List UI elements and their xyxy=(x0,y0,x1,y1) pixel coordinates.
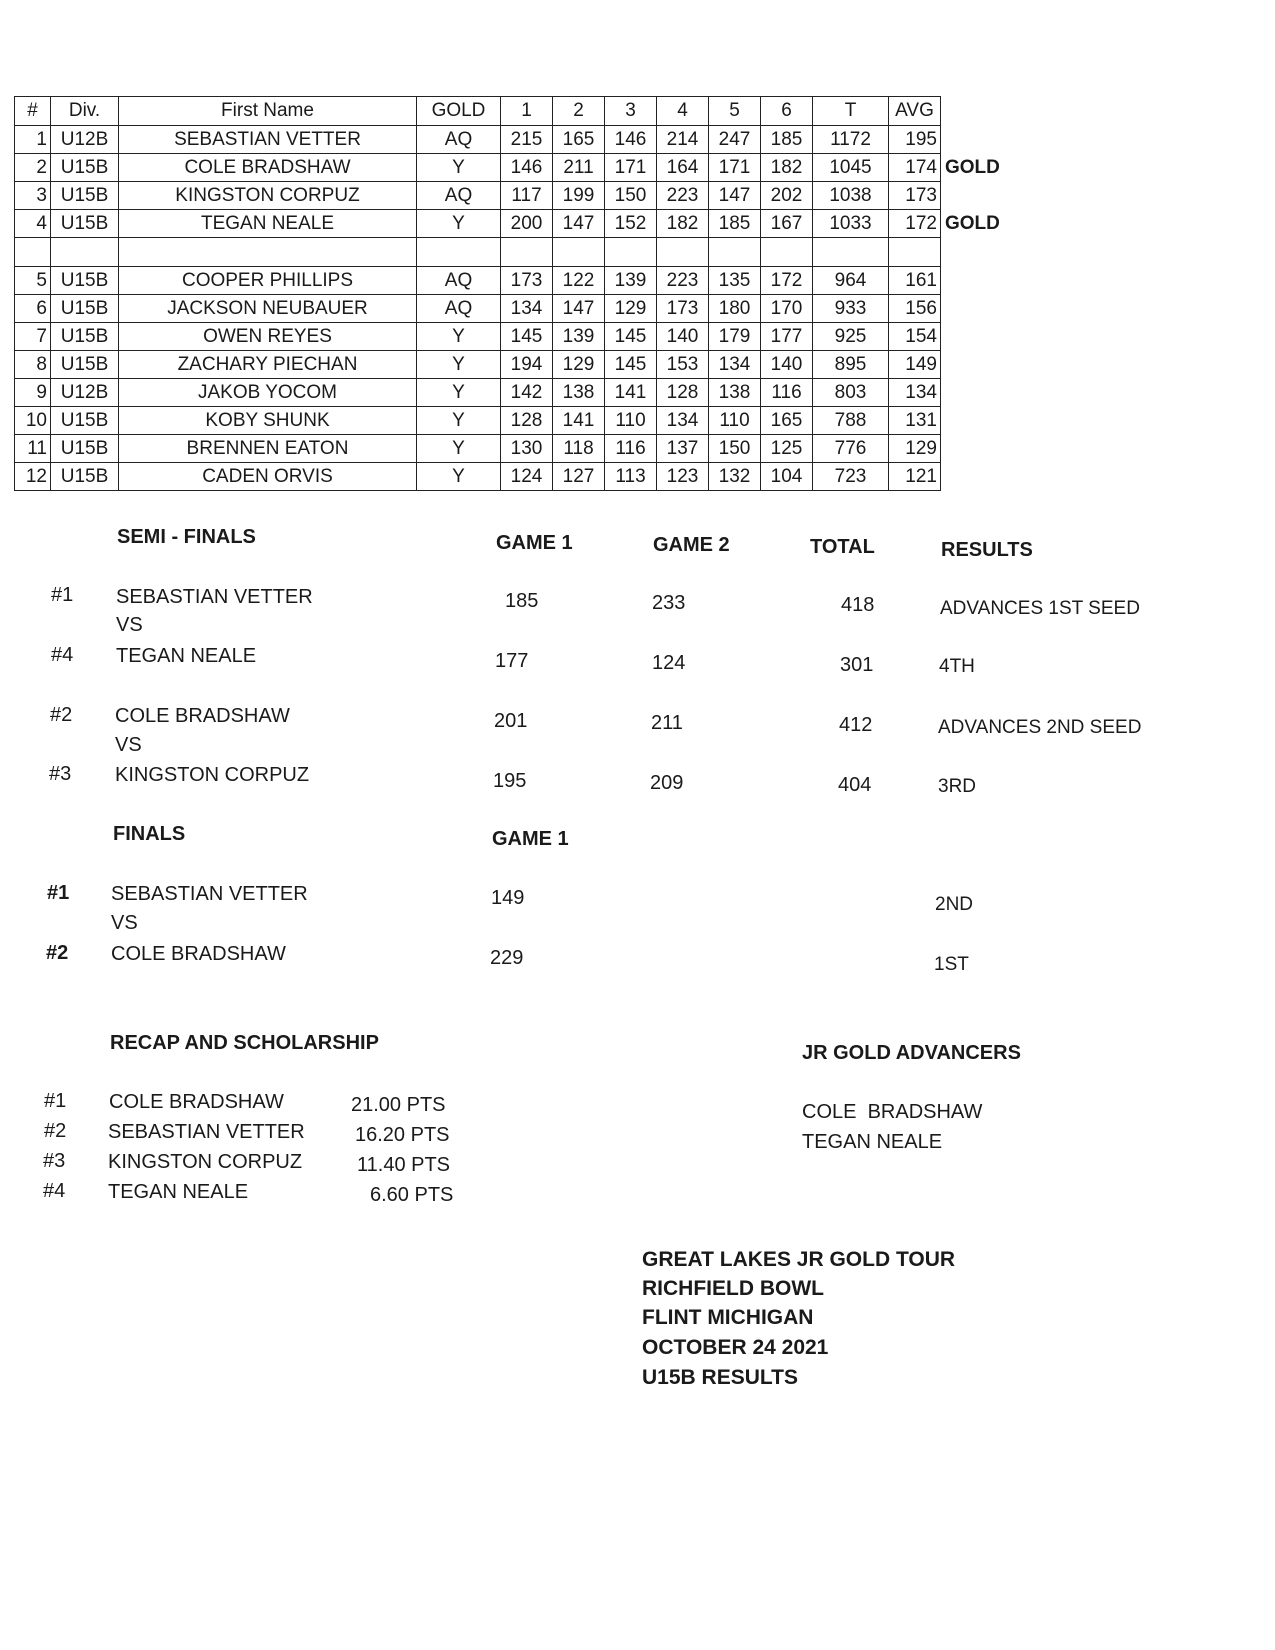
row-note xyxy=(941,182,1021,210)
row-game-2: 127 xyxy=(553,463,605,491)
spacer-cell xyxy=(657,238,709,267)
row-avg: 129 xyxy=(889,435,941,463)
header-game-6: 6 xyxy=(761,97,813,126)
row-game-1: 145 xyxy=(501,323,553,351)
semi2-vs: VS xyxy=(115,734,142,756)
semi1-b-result: 4TH xyxy=(939,656,975,677)
row-game-6: 165 xyxy=(761,407,813,435)
row-note xyxy=(941,351,1021,379)
row-gold: Y xyxy=(417,323,501,351)
row-gold: AQ xyxy=(417,267,501,295)
row-gold: Y xyxy=(417,210,501,238)
row-note: GOLD xyxy=(945,212,1000,234)
row-div: U12B xyxy=(51,379,119,407)
row-game-3: 145 xyxy=(605,351,657,379)
header-game-1: 1 xyxy=(501,97,553,126)
header-first-name: First Name xyxy=(119,97,417,126)
recap-name: TEGAN NEALE xyxy=(108,1181,249,1203)
finals-vs: VS xyxy=(111,912,138,934)
row-total: 723 xyxy=(813,463,889,491)
row-avg: 172 xyxy=(889,210,941,238)
semi1-a-seed: #1 xyxy=(51,584,74,606)
row-game-3: 145 xyxy=(605,323,657,351)
row-div: U15B xyxy=(51,295,119,323)
semi1-a-game1: 185 xyxy=(505,590,539,612)
row-name: CADEN ORVIS xyxy=(119,463,417,491)
row-gold: AQ xyxy=(417,295,501,323)
row-div: U15B xyxy=(51,210,119,238)
recap-seed: #4 xyxy=(43,1180,66,1202)
row-avg: 134 xyxy=(889,379,941,407)
row-total: 1045 xyxy=(813,154,889,182)
row-total: 803 xyxy=(813,379,889,407)
row-name: JAKOB YOCOM xyxy=(119,379,417,407)
row-rank: 9 xyxy=(15,379,51,407)
row-game-5: 134 xyxy=(709,351,761,379)
row-gold: Y xyxy=(417,435,501,463)
standings-header-row xyxy=(15,97,1021,126)
semi2-a-result: ADVANCES 2ND SEED xyxy=(938,717,1142,738)
row-gold: Y xyxy=(417,379,501,407)
semi1-b-game1: 177 xyxy=(495,650,529,672)
row-avg: 121 xyxy=(889,463,941,491)
row-total: 895 xyxy=(813,351,889,379)
row-game-5: 247 xyxy=(709,126,761,154)
standings-bottom-group xyxy=(15,267,1021,491)
semifinals-total-header: TOTAL xyxy=(810,536,875,558)
semi1-b-name: TEGAN NEALE xyxy=(116,645,257,667)
row-div: U15B xyxy=(51,154,119,182)
semi2-a-game2: 211 xyxy=(651,712,683,734)
row-game-4: 182 xyxy=(657,210,709,238)
event-location: FLINT MICHIGAN xyxy=(642,1306,814,1329)
recap-seed: #1 xyxy=(44,1090,67,1112)
row-game-6: 116 xyxy=(761,379,813,407)
row-game-1: 134 xyxy=(501,295,553,323)
row-avg: 131 xyxy=(889,407,941,435)
finals-b-game1: 229 xyxy=(490,947,524,969)
row-game-6: 177 xyxy=(761,323,813,351)
row-game-2: 122 xyxy=(553,267,605,295)
spacer-cell xyxy=(119,238,417,267)
row-rank: 4 xyxy=(15,210,51,238)
spacer-row xyxy=(15,238,1021,267)
row-total: 925 xyxy=(813,323,889,351)
row-game-3: 171 xyxy=(605,154,657,182)
header-game-4: 4 xyxy=(657,97,709,126)
row-game-6: 170 xyxy=(761,295,813,323)
semi1-a-game2: 233 xyxy=(652,592,686,614)
row-note xyxy=(941,267,1021,295)
row-div: U15B xyxy=(51,267,119,295)
row-name: COLE BRADSHAW xyxy=(119,154,417,182)
recap-seed: #2 xyxy=(44,1120,67,1142)
row-game-1: 130 xyxy=(501,435,553,463)
row-avg: 149 xyxy=(889,351,941,379)
row-game-5: 180 xyxy=(709,295,761,323)
row-rank: 1 xyxy=(15,126,51,154)
row-game-3: 146 xyxy=(605,126,657,154)
recap-points: 6.60 PTS xyxy=(370,1184,454,1206)
recap-title: RECAP AND SCHOLARSHIP xyxy=(110,1032,379,1054)
header-game-5: 5 xyxy=(709,97,761,126)
header-game-3: 3 xyxy=(605,97,657,126)
event-info xyxy=(642,1248,962,1398)
row-game-6: 172 xyxy=(761,267,813,295)
row-note xyxy=(941,295,1021,323)
row-game-4: 128 xyxy=(657,379,709,407)
spacer-note xyxy=(941,238,1021,267)
row-total: 964 xyxy=(813,267,889,295)
finals-b-name: COLE BRADSHAW xyxy=(111,943,286,965)
row-game-5: 135 xyxy=(709,267,761,295)
recap-name: SEBASTIAN VETTER xyxy=(108,1121,305,1143)
semi1-vs: VS xyxy=(116,614,143,636)
semifinals-game1-header: GAME 1 xyxy=(496,532,573,554)
row-total: 1033 xyxy=(813,210,889,238)
row-game-2: 211 xyxy=(553,154,605,182)
row-div: U15B xyxy=(51,182,119,210)
row-game-4: 164 xyxy=(657,154,709,182)
row-game-6: 104 xyxy=(761,463,813,491)
standings-row xyxy=(15,154,1021,182)
row-game-5: 185 xyxy=(709,210,761,238)
row-game-2: 147 xyxy=(553,210,605,238)
row-avg: 156 xyxy=(889,295,941,323)
finals-a-game1: 149 xyxy=(491,887,525,909)
semifinals-game2-header: GAME 2 xyxy=(653,534,730,556)
row-div: U15B xyxy=(51,351,119,379)
event-venue: RICHFIELD BOWL xyxy=(642,1277,824,1300)
row-game-5: 110 xyxy=(709,407,761,435)
row-gold: AQ xyxy=(417,126,501,154)
spacer-cell xyxy=(553,238,605,267)
finals-b-result: 1ST xyxy=(934,954,969,975)
row-gold: Y xyxy=(417,463,501,491)
standings-row xyxy=(15,126,1021,154)
row-game-2: 118 xyxy=(553,435,605,463)
advancers-title: JR GOLD ADVANCERS xyxy=(802,1042,1021,1064)
row-div: U15B xyxy=(51,407,119,435)
row-note xyxy=(941,407,1021,435)
row-game-4: 123 xyxy=(657,463,709,491)
standings-spacer xyxy=(15,238,1021,267)
semi1-b-total: 301 xyxy=(840,654,874,676)
row-avg: 195 xyxy=(889,126,941,154)
row-game-1: 173 xyxy=(501,267,553,295)
finals-a-seed: #1 xyxy=(47,882,70,904)
semi2-a-seed: #2 xyxy=(50,704,73,726)
row-total: 1038 xyxy=(813,182,889,210)
standings-row xyxy=(15,379,1021,407)
header-div: Div. xyxy=(51,97,119,126)
standings-row xyxy=(15,295,1021,323)
row-game-6: 140 xyxy=(761,351,813,379)
recap-name: COLE BRADSHAW xyxy=(109,1091,284,1113)
standings-row xyxy=(15,351,1021,379)
row-rank: 7 xyxy=(15,323,51,351)
row-game-1: 142 xyxy=(501,379,553,407)
semi1-a-name: SEBASTIAN VETTER xyxy=(116,586,313,608)
semi1-b-game2: 124 xyxy=(652,652,686,674)
row-game-5: 171 xyxy=(709,154,761,182)
row-rank: 3 xyxy=(15,182,51,210)
row-note xyxy=(941,379,1021,407)
standings-row xyxy=(15,435,1021,463)
row-game-3: 141 xyxy=(605,379,657,407)
row-game-3: 116 xyxy=(605,435,657,463)
row-game-1: 215 xyxy=(501,126,553,154)
row-game-3: 152 xyxy=(605,210,657,238)
semi2-a-game1: 201 xyxy=(494,710,528,732)
row-rank: 2 xyxy=(15,154,51,182)
row-game-6: 202 xyxy=(761,182,813,210)
row-game-5: 150 xyxy=(709,435,761,463)
row-game-6: 167 xyxy=(761,210,813,238)
spacer-cell xyxy=(501,238,553,267)
semi2-b-game1: 195 xyxy=(493,770,527,792)
semi2-a-total: 412 xyxy=(839,714,873,736)
semi2-b-total: 404 xyxy=(838,774,872,796)
row-div: U15B xyxy=(51,323,119,351)
row-name: COOPER PHILLIPS xyxy=(119,267,417,295)
row-gold: Y xyxy=(417,154,501,182)
row-game-4: 223 xyxy=(657,182,709,210)
row-game-3: 113 xyxy=(605,463,657,491)
row-name: BRENNEN EATON xyxy=(119,435,417,463)
row-div: U15B xyxy=(51,435,119,463)
spacer-cell xyxy=(761,238,813,267)
row-game-3: 150 xyxy=(605,182,657,210)
standings-row xyxy=(15,407,1021,435)
row-total: 933 xyxy=(813,295,889,323)
event-division-results: U15B RESULTS xyxy=(642,1366,798,1389)
row-rank: 6 xyxy=(15,295,51,323)
row-game-6: 125 xyxy=(761,435,813,463)
header-gold: GOLD xyxy=(417,97,501,126)
row-rank: 8 xyxy=(15,351,51,379)
row-gold: AQ xyxy=(417,182,501,210)
row-game-4: 137 xyxy=(657,435,709,463)
event-date: OCTOBER 24 2021 xyxy=(642,1336,829,1359)
standings-top-group xyxy=(15,126,1021,238)
row-note xyxy=(941,463,1021,491)
row-game-2: 129 xyxy=(553,351,605,379)
row-game-3: 139 xyxy=(605,267,657,295)
row-note xyxy=(941,435,1021,463)
header-note xyxy=(941,97,1021,126)
spacer-cell xyxy=(417,238,501,267)
row-game-4: 223 xyxy=(657,267,709,295)
advancer-name: COLE BRADSHAW xyxy=(802,1101,983,1123)
row-game-2: 199 xyxy=(553,182,605,210)
recap-points: 16.20 PTS xyxy=(355,1124,450,1146)
row-game-2: 139 xyxy=(553,323,605,351)
row-name: OWEN REYES xyxy=(119,323,417,351)
row-game-2: 141 xyxy=(553,407,605,435)
row-div: U12B xyxy=(51,126,119,154)
row-avg: 161 xyxy=(889,267,941,295)
row-rank: 11 xyxy=(15,435,51,463)
semifinals-title: SEMI - FINALS xyxy=(117,526,256,548)
row-avg: 173 xyxy=(889,182,941,210)
row-name: TEGAN NEALE xyxy=(119,210,417,238)
row-game-6: 182 xyxy=(761,154,813,182)
standings-row xyxy=(15,267,1021,295)
advancer-name: TEGAN NEALE xyxy=(802,1131,943,1153)
finals-b-seed: #2 xyxy=(46,942,69,964)
row-game-4: 153 xyxy=(657,351,709,379)
row-game-5: 147 xyxy=(709,182,761,210)
row-avg: 174 xyxy=(889,154,941,182)
row-game-1: 200 xyxy=(501,210,553,238)
semifinals-results-header: RESULTS xyxy=(941,539,1033,561)
row-game-6: 185 xyxy=(761,126,813,154)
row-name: JACKSON NEUBAUER xyxy=(119,295,417,323)
standings-table xyxy=(14,96,1021,491)
row-avg: 154 xyxy=(889,323,941,351)
standings-row xyxy=(15,463,1021,491)
row-rank: 5 xyxy=(15,267,51,295)
row-rank: 12 xyxy=(15,463,51,491)
recap-points: 21.00 PTS xyxy=(351,1094,446,1116)
row-gold: Y xyxy=(417,351,501,379)
header-rank: # xyxy=(15,97,51,126)
semi2-b-game2: 209 xyxy=(650,772,684,794)
row-note xyxy=(941,323,1021,351)
standings-row xyxy=(15,182,1021,210)
row-game-4: 214 xyxy=(657,126,709,154)
row-game-1: 146 xyxy=(501,154,553,182)
row-game-1: 194 xyxy=(501,351,553,379)
row-game-1: 124 xyxy=(501,463,553,491)
semi2-b-result: 3RD xyxy=(938,776,977,797)
row-game-2: 165 xyxy=(553,126,605,154)
semi2-b-name: KINGSTON CORPUZ xyxy=(115,764,310,786)
row-game-3: 129 xyxy=(605,295,657,323)
recap-seed: #3 xyxy=(43,1150,66,1172)
spacer-cell xyxy=(813,238,889,267)
finals-a-result: 2ND xyxy=(935,894,974,915)
semi1-b-seed: #4 xyxy=(51,644,74,666)
row-game-4: 173 xyxy=(657,295,709,323)
row-game-2: 147 xyxy=(553,295,605,323)
semi2-b-seed: #3 xyxy=(49,763,72,785)
row-total: 776 xyxy=(813,435,889,463)
row-game-5: 132 xyxy=(709,463,761,491)
row-total: 788 xyxy=(813,407,889,435)
semi2-a-name: COLE BRADSHAW xyxy=(115,705,290,727)
row-rank: 10 xyxy=(15,407,51,435)
recap-points: 11.40 PTS xyxy=(357,1154,451,1176)
finals-a-name: SEBASTIAN VETTER xyxy=(111,883,308,905)
semi1-a-result: ADVANCES 1ST SEED xyxy=(940,598,1140,619)
row-game-5: 138 xyxy=(709,379,761,407)
row-name: ZACHARY PIECHAN xyxy=(119,351,417,379)
row-game-1: 128 xyxy=(501,407,553,435)
semi1-a-total: 418 xyxy=(841,594,875,616)
row-name: KINGSTON CORPUZ xyxy=(119,182,417,210)
row-note xyxy=(941,126,1021,154)
row-total: 1172 xyxy=(813,126,889,154)
row-div: U15B xyxy=(51,463,119,491)
row-name: SEBASTIAN VETTER xyxy=(119,126,417,154)
spacer-cell xyxy=(605,238,657,267)
row-game-2: 138 xyxy=(553,379,605,407)
recap-name: KINGSTON CORPUZ xyxy=(108,1151,303,1173)
spacer-cell xyxy=(51,238,119,267)
header-total: T xyxy=(813,97,889,126)
row-game-3: 110 xyxy=(605,407,657,435)
row-note: GOLD xyxy=(945,156,1000,178)
row-game-4: 140 xyxy=(657,323,709,351)
standings-row xyxy=(15,210,1021,238)
spacer-cell xyxy=(709,238,761,267)
header-avg: AVG xyxy=(889,97,941,126)
row-gold: Y xyxy=(417,407,501,435)
row-game-4: 134 xyxy=(657,407,709,435)
standings-row xyxy=(15,323,1021,351)
finals-game1-header: GAME 1 xyxy=(492,828,569,850)
row-game-5: 179 xyxy=(709,323,761,351)
spacer-cell xyxy=(15,238,51,267)
header-game-2: 2 xyxy=(553,97,605,126)
event-tour-name: GREAT LAKES JR GOLD TOUR xyxy=(642,1248,956,1271)
row-name: KOBY SHUNK xyxy=(119,407,417,435)
row-game-1: 117 xyxy=(501,182,553,210)
spacer-cell xyxy=(889,238,941,267)
finals-title: FINALS xyxy=(113,823,186,845)
